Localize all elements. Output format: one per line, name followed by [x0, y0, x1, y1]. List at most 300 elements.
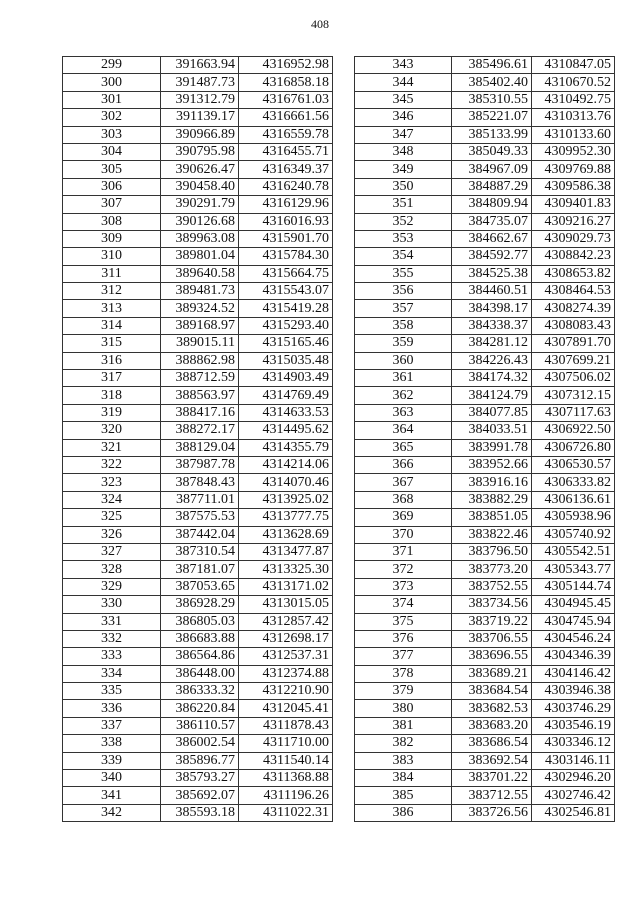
point-number-cell: 319 [63, 404, 161, 421]
table-row [355, 109, 615, 126]
y-coordinate-cell: 4308842.23 [532, 248, 615, 265]
x-coordinate-cell: 389015.11 [161, 335, 239, 352]
table-row [355, 804, 615, 821]
point-number-cell: 332 [63, 630, 161, 647]
table-row [355, 648, 615, 665]
x-coordinate-cell: 383991.78 [452, 439, 532, 456]
y-coordinate-cell: 4315165.46 [239, 335, 333, 352]
point-number-cell: 344 [355, 74, 452, 91]
table-row [63, 335, 333, 352]
y-coordinate-cell: 4305938.96 [532, 509, 615, 526]
x-coordinate-cell: 386448.00 [161, 665, 239, 682]
table-row [63, 665, 333, 682]
x-coordinate-cell: 385221.07 [452, 109, 532, 126]
x-coordinate-cell: 383796.50 [452, 543, 532, 560]
y-coordinate-cell: 4309586.38 [532, 178, 615, 195]
y-coordinate-cell: 4307506.02 [532, 370, 615, 387]
x-coordinate-cell: 383734.56 [452, 596, 532, 613]
point-number-cell: 342 [63, 804, 161, 821]
table-row [63, 387, 333, 404]
x-coordinate-cell: 386928.29 [161, 596, 239, 613]
point-number-cell: 346 [355, 109, 452, 126]
y-coordinate-cell: 4304546.24 [532, 630, 615, 647]
x-coordinate-cell: 390795.98 [161, 143, 239, 160]
point-number-cell: 381 [355, 717, 452, 734]
table-row [355, 422, 615, 439]
table-row [355, 509, 615, 526]
table-row [63, 561, 333, 578]
y-coordinate-cell: 4303946.38 [532, 683, 615, 700]
table-row [63, 74, 333, 91]
table-row [355, 404, 615, 421]
y-coordinate-cell: 4305740.92 [532, 526, 615, 543]
table-row [63, 474, 333, 491]
point-number-cell: 302 [63, 109, 161, 126]
x-coordinate-cell: 389963.08 [161, 230, 239, 247]
x-coordinate-cell: 386002.54 [161, 735, 239, 752]
y-coordinate-cell: 4305542.51 [532, 543, 615, 560]
point-number-cell: 372 [355, 561, 452, 578]
x-coordinate-cell: 383882.29 [452, 491, 532, 508]
y-coordinate-cell: 4313925.02 [239, 491, 333, 508]
point-number-cell: 323 [63, 474, 161, 491]
table-row [355, 613, 615, 630]
table-row [63, 178, 333, 195]
point-number-cell: 365 [355, 439, 452, 456]
table-row [355, 300, 615, 317]
table-row [355, 57, 615, 74]
point-number-cell: 317 [63, 370, 161, 387]
y-coordinate-cell: 4313171.02 [239, 578, 333, 595]
x-coordinate-cell: 388862.98 [161, 352, 239, 369]
y-coordinate-cell: 4313777.75 [239, 509, 333, 526]
y-coordinate-cell: 4310133.60 [532, 126, 615, 143]
table-row [355, 74, 615, 91]
y-coordinate-cell: 4315784.30 [239, 248, 333, 265]
x-coordinate-cell: 390966.89 [161, 126, 239, 143]
x-coordinate-cell: 383701.22 [452, 770, 532, 787]
x-coordinate-cell: 383952.66 [452, 456, 532, 473]
table-row [63, 283, 333, 300]
point-number-cell: 353 [355, 230, 452, 247]
point-number-cell: 301 [63, 91, 161, 108]
point-number-cell: 308 [63, 213, 161, 230]
table-row [355, 543, 615, 560]
y-coordinate-cell: 4308464.53 [532, 283, 615, 300]
x-coordinate-cell: 390291.79 [161, 196, 239, 213]
point-number-cell: 300 [63, 74, 161, 91]
x-coordinate-cell: 383684.54 [452, 683, 532, 700]
x-coordinate-cell: 385049.33 [452, 143, 532, 160]
y-coordinate-cell: 4316559.78 [239, 126, 333, 143]
table-row [63, 300, 333, 317]
point-number-cell: 369 [355, 509, 452, 526]
y-coordinate-cell: 4309216.27 [532, 213, 615, 230]
y-coordinate-cell: 4304745.94 [532, 613, 615, 630]
point-number-cell: 335 [63, 683, 161, 700]
y-coordinate-cell: 4314633.53 [239, 404, 333, 421]
point-number-cell: 349 [355, 161, 452, 178]
y-coordinate-cell: 4302946.20 [532, 770, 615, 787]
y-coordinate-cell: 4316455.71 [239, 143, 333, 160]
y-coordinate-cell: 4311878.43 [239, 717, 333, 734]
point-number-cell: 370 [355, 526, 452, 543]
point-number-cell: 352 [355, 213, 452, 230]
point-number-cell: 354 [355, 248, 452, 265]
table-row [355, 735, 615, 752]
table-row [63, 352, 333, 369]
table-row [63, 491, 333, 508]
point-number-cell: 318 [63, 387, 161, 404]
table-row [63, 265, 333, 282]
table-row [355, 91, 615, 108]
y-coordinate-cell: 4312210.90 [239, 683, 333, 700]
y-coordinate-cell: 4313628.69 [239, 526, 333, 543]
point-number-cell: 311 [63, 265, 161, 282]
point-number-cell: 361 [355, 370, 452, 387]
x-coordinate-cell: 384887.29 [452, 178, 532, 195]
y-coordinate-cell: 4309952.30 [532, 143, 615, 160]
y-coordinate-cell: 4306726.80 [532, 439, 615, 456]
point-number-cell: 373 [355, 578, 452, 595]
x-coordinate-cell: 388712.59 [161, 370, 239, 387]
point-number-cell: 386 [355, 804, 452, 821]
point-number-cell: 334 [63, 665, 161, 682]
x-coordinate-cell: 384525.38 [452, 265, 532, 282]
table-row [355, 196, 615, 213]
x-coordinate-cell: 386333.32 [161, 683, 239, 700]
point-number-cell: 348 [355, 143, 452, 160]
table-row [63, 422, 333, 439]
table-row [355, 161, 615, 178]
point-number-cell: 366 [355, 456, 452, 473]
table-row [63, 109, 333, 126]
x-coordinate-cell: 387711.01 [161, 491, 239, 508]
point-number-cell: 374 [355, 596, 452, 613]
x-coordinate-cell: 384077.85 [452, 404, 532, 421]
y-coordinate-cell: 4303346.12 [532, 735, 615, 752]
x-coordinate-cell: 389481.73 [161, 283, 239, 300]
x-coordinate-cell: 389324.52 [161, 300, 239, 317]
point-number-cell: 303 [63, 126, 161, 143]
x-coordinate-cell: 383773.20 [452, 561, 532, 578]
point-number-cell: 322 [63, 456, 161, 473]
point-number-cell: 368 [355, 491, 452, 508]
point-number-cell: 371 [355, 543, 452, 560]
y-coordinate-cell: 4314495.62 [239, 422, 333, 439]
x-coordinate-cell: 384281.12 [452, 335, 532, 352]
point-number-cell: 315 [63, 335, 161, 352]
table-row [63, 578, 333, 595]
point-number-cell: 377 [355, 648, 452, 665]
y-coordinate-cell: 4312374.88 [239, 665, 333, 682]
point-number-cell: 304 [63, 143, 161, 160]
y-coordinate-cell: 4310847.05 [532, 57, 615, 74]
point-number-cell: 338 [63, 735, 161, 752]
y-coordinate-cell: 4307117.63 [532, 404, 615, 421]
table-row [63, 596, 333, 613]
table-row [355, 700, 615, 717]
table-row [63, 509, 333, 526]
table-row [63, 230, 333, 247]
coordinates-table-left [62, 56, 333, 822]
table-row [355, 335, 615, 352]
table-row [63, 683, 333, 700]
x-coordinate-cell: 383696.55 [452, 648, 532, 665]
y-coordinate-cell: 4308274.39 [532, 300, 615, 317]
y-coordinate-cell: 4302546.81 [532, 804, 615, 821]
point-number-cell: 384 [355, 770, 452, 787]
point-number-cell: 312 [63, 283, 161, 300]
y-coordinate-cell: 4305144.74 [532, 578, 615, 595]
point-number-cell: 310 [63, 248, 161, 265]
table-row [355, 770, 615, 787]
y-coordinate-cell: 4315664.75 [239, 265, 333, 282]
y-coordinate-cell: 4312698.17 [239, 630, 333, 647]
y-coordinate-cell: 4309769.88 [532, 161, 615, 178]
point-number-cell: 364 [355, 422, 452, 439]
y-coordinate-cell: 4316016.93 [239, 213, 333, 230]
point-number-cell: 378 [355, 665, 452, 682]
x-coordinate-cell: 391663.94 [161, 57, 239, 74]
x-coordinate-cell: 391139.17 [161, 109, 239, 126]
point-number-cell: 380 [355, 700, 452, 717]
table-row [63, 317, 333, 334]
y-coordinate-cell: 4306136.61 [532, 491, 615, 508]
y-coordinate-cell: 4306333.82 [532, 474, 615, 491]
x-coordinate-cell: 385793.27 [161, 770, 239, 787]
x-coordinate-cell: 385402.40 [452, 74, 532, 91]
point-number-cell: 350 [355, 178, 452, 195]
table-row [63, 526, 333, 543]
point-number-cell: 383 [355, 752, 452, 769]
x-coordinate-cell: 386805.03 [161, 613, 239, 630]
x-coordinate-cell: 386683.88 [161, 630, 239, 647]
x-coordinate-cell: 383719.22 [452, 613, 532, 630]
table-row [63, 91, 333, 108]
point-number-cell: 367 [355, 474, 452, 491]
y-coordinate-cell: 4309401.83 [532, 196, 615, 213]
y-coordinate-cell: 4315293.40 [239, 317, 333, 334]
table-row [355, 126, 615, 143]
table-row [63, 648, 333, 665]
table-row [63, 613, 333, 630]
point-number-cell: 320 [63, 422, 161, 439]
x-coordinate-cell: 384226.43 [452, 352, 532, 369]
y-coordinate-cell: 4312537.31 [239, 648, 333, 665]
table-row [355, 752, 615, 769]
table-row [355, 213, 615, 230]
y-coordinate-cell: 4316240.78 [239, 178, 333, 195]
point-number-cell: 327 [63, 543, 161, 560]
y-coordinate-cell: 4316129.96 [239, 196, 333, 213]
x-coordinate-cell: 383683.20 [452, 717, 532, 734]
point-number-cell: 328 [63, 561, 161, 578]
table-row [355, 474, 615, 491]
table-row [355, 630, 615, 647]
x-coordinate-cell: 383682.53 [452, 700, 532, 717]
point-number-cell: 305 [63, 161, 161, 178]
table-row [63, 752, 333, 769]
x-coordinate-cell: 385310.55 [452, 91, 532, 108]
point-number-cell: 307 [63, 196, 161, 213]
y-coordinate-cell: 4302746.42 [532, 787, 615, 804]
point-number-cell: 340 [63, 770, 161, 787]
y-coordinate-cell: 4316952.98 [239, 57, 333, 74]
y-coordinate-cell: 4312045.41 [239, 700, 333, 717]
y-coordinate-cell: 4306922.50 [532, 422, 615, 439]
x-coordinate-cell: 383712.55 [452, 787, 532, 804]
x-coordinate-cell: 389801.04 [161, 248, 239, 265]
table-row [355, 596, 615, 613]
y-coordinate-cell: 4314214.06 [239, 456, 333, 473]
table-row [63, 717, 333, 734]
table-row [355, 456, 615, 473]
y-coordinate-cell: 4311710.00 [239, 735, 333, 752]
y-coordinate-cell: 4307699.21 [532, 352, 615, 369]
point-number-cell: 362 [355, 387, 452, 404]
x-coordinate-cell: 388417.16 [161, 404, 239, 421]
table-row [63, 456, 333, 473]
y-coordinate-cell: 4314769.49 [239, 387, 333, 404]
x-coordinate-cell: 384735.07 [452, 213, 532, 230]
point-number-cell: 360 [355, 352, 452, 369]
point-number-cell: 363 [355, 404, 452, 421]
point-number-cell: 330 [63, 596, 161, 613]
point-number-cell: 345 [355, 91, 452, 108]
y-coordinate-cell: 4313015.05 [239, 596, 333, 613]
x-coordinate-cell: 391312.79 [161, 91, 239, 108]
point-number-cell: 325 [63, 509, 161, 526]
x-coordinate-cell: 384662.67 [452, 230, 532, 247]
x-coordinate-cell: 383916.16 [452, 474, 532, 491]
x-coordinate-cell: 385133.99 [452, 126, 532, 143]
table-row [355, 439, 615, 456]
x-coordinate-cell: 389168.97 [161, 317, 239, 334]
y-coordinate-cell: 4316858.18 [239, 74, 333, 91]
y-coordinate-cell: 4303746.29 [532, 700, 615, 717]
point-number-cell: 316 [63, 352, 161, 369]
point-number-cell: 313 [63, 300, 161, 317]
table-row [355, 526, 615, 543]
x-coordinate-cell: 385896.77 [161, 752, 239, 769]
table-row [355, 283, 615, 300]
x-coordinate-cell: 384398.17 [452, 300, 532, 317]
point-number-cell: 382 [355, 735, 452, 752]
point-number-cell: 306 [63, 178, 161, 195]
x-coordinate-cell: 383726.56 [452, 804, 532, 821]
x-coordinate-cell: 388129.04 [161, 439, 239, 456]
x-coordinate-cell: 388272.17 [161, 422, 239, 439]
x-coordinate-cell: 387053.65 [161, 578, 239, 595]
y-coordinate-cell: 4308083.43 [532, 317, 615, 334]
point-number-cell: 333 [63, 648, 161, 665]
table-row [355, 230, 615, 247]
table-row [355, 178, 615, 195]
y-coordinate-cell: 4313477.87 [239, 543, 333, 560]
x-coordinate-cell: 387848.43 [161, 474, 239, 491]
x-coordinate-cell: 387181.07 [161, 561, 239, 578]
table-row [355, 491, 615, 508]
x-coordinate-cell: 383851.05 [452, 509, 532, 526]
x-coordinate-cell: 386110.57 [161, 717, 239, 734]
x-coordinate-cell: 384124.79 [452, 387, 532, 404]
table-row [355, 561, 615, 578]
y-coordinate-cell: 4303146.11 [532, 752, 615, 769]
table-row [355, 370, 615, 387]
y-coordinate-cell: 4316761.03 [239, 91, 333, 108]
x-coordinate-cell: 391487.73 [161, 74, 239, 91]
y-coordinate-cell: 4314355.79 [239, 439, 333, 456]
x-coordinate-cell: 390458.40 [161, 178, 239, 195]
point-number-cell: 376 [355, 630, 452, 647]
x-coordinate-cell: 383822.46 [452, 526, 532, 543]
table-row [63, 770, 333, 787]
table-row [63, 735, 333, 752]
x-coordinate-cell: 386220.84 [161, 700, 239, 717]
y-coordinate-cell: 4316349.37 [239, 161, 333, 178]
x-coordinate-cell: 390126.68 [161, 213, 239, 230]
table-row [63, 196, 333, 213]
table-row [63, 370, 333, 387]
table-row [355, 265, 615, 282]
y-coordinate-cell: 4304146.42 [532, 665, 615, 682]
table-row [63, 439, 333, 456]
x-coordinate-cell: 384460.51 [452, 283, 532, 300]
table-row [63, 213, 333, 230]
y-coordinate-cell: 4311368.88 [239, 770, 333, 787]
x-coordinate-cell: 384809.94 [452, 196, 532, 213]
point-number-cell: 309 [63, 230, 161, 247]
table-row [355, 248, 615, 265]
point-number-cell: 351 [355, 196, 452, 213]
table-row [63, 543, 333, 560]
y-coordinate-cell: 4316661.56 [239, 109, 333, 126]
y-coordinate-cell: 4313325.30 [239, 561, 333, 578]
y-coordinate-cell: 4311196.26 [239, 787, 333, 804]
x-coordinate-cell: 383689.21 [452, 665, 532, 682]
y-coordinate-cell: 4304346.39 [532, 648, 615, 665]
x-coordinate-cell: 384338.37 [452, 317, 532, 334]
x-coordinate-cell: 387575.53 [161, 509, 239, 526]
table-row [63, 57, 333, 74]
x-coordinate-cell: 385496.61 [452, 57, 532, 74]
table-row [63, 700, 333, 717]
y-coordinate-cell: 4312857.42 [239, 613, 333, 630]
x-coordinate-cell: 384967.09 [452, 161, 532, 178]
x-coordinate-cell: 387987.78 [161, 456, 239, 473]
table-row [355, 717, 615, 734]
x-coordinate-cell: 387442.04 [161, 526, 239, 543]
table-row [355, 787, 615, 804]
point-number-cell: 299 [63, 57, 161, 74]
point-number-cell: 324 [63, 491, 161, 508]
x-coordinate-cell: 383706.55 [452, 630, 532, 647]
y-coordinate-cell: 4303546.19 [532, 717, 615, 734]
point-number-cell: 375 [355, 613, 452, 630]
coordinates-table-right [354, 56, 615, 822]
table-row [355, 352, 615, 369]
point-number-cell: 331 [63, 613, 161, 630]
table-row [63, 804, 333, 821]
y-coordinate-cell: 4306530.57 [532, 456, 615, 473]
table-row [63, 404, 333, 421]
y-coordinate-cell: 4311022.31 [239, 804, 333, 821]
x-coordinate-cell: 383752.55 [452, 578, 532, 595]
x-coordinate-cell: 384592.77 [452, 248, 532, 265]
table-row [63, 161, 333, 178]
x-coordinate-cell: 388563.97 [161, 387, 239, 404]
